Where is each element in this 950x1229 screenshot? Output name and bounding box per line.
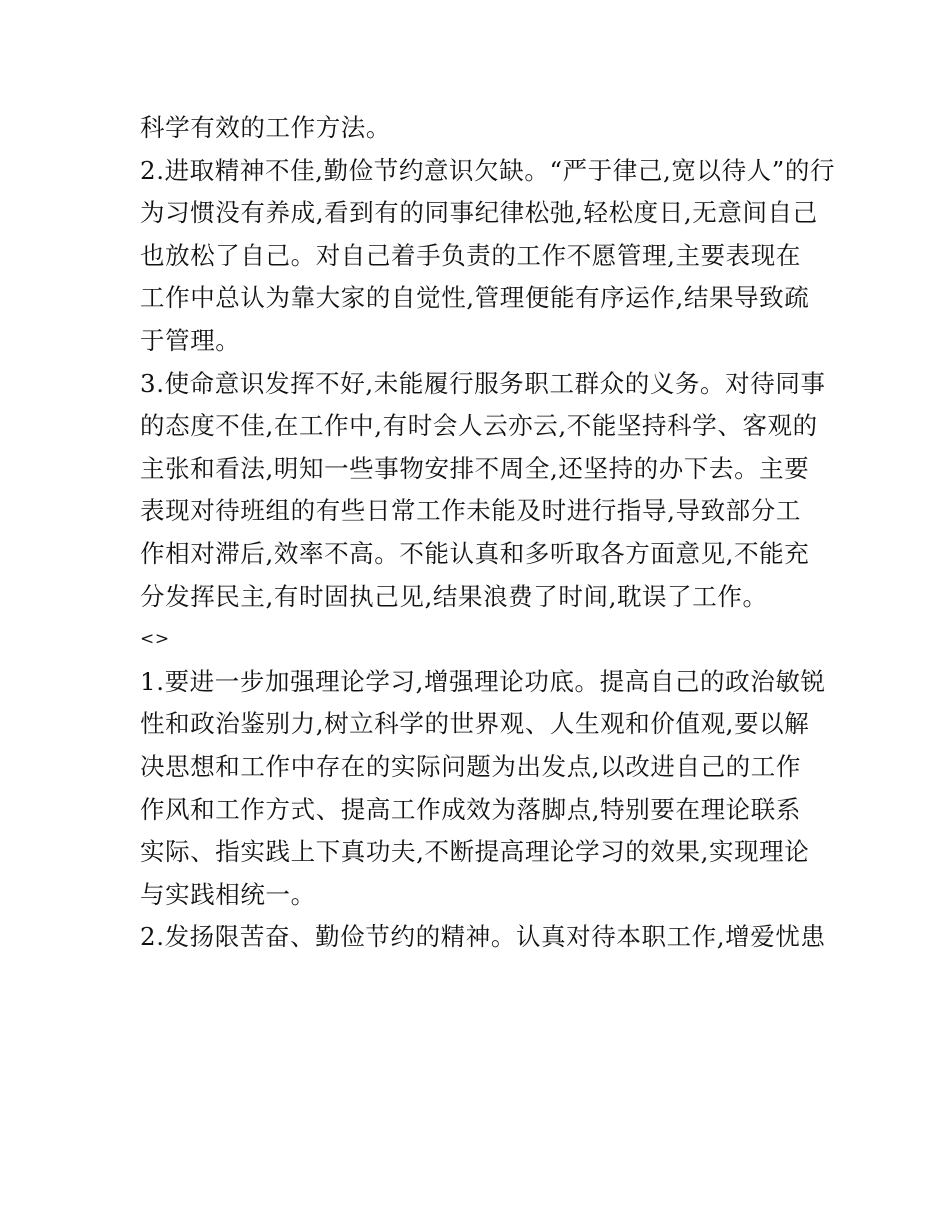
- text-line: 实际、指实践上下真功夫,不断提高理论学习的效果,实现理论: [140, 837, 810, 867]
- text-line: 作相对滞后,效率不高。不能认真和多听取各方面意见,不能充: [140, 538, 810, 568]
- text-line: 2.发扬限苦奋、勤俭节约的精神。认真对待本职工作,增爱忧患: [140, 922, 826, 952]
- text-line: 决思想和工作中存在的实际问题为出发点,以改进自己的工作: [140, 751, 801, 781]
- text-line: 性和政治鉴别力,树立科学的世界观、人生观和价值观,要以解: [140, 709, 810, 739]
- text-line: 也放松了自己。对自己着手负责的工作不愿管理,主要表现在: [140, 240, 801, 270]
- text-line: 1.要进一步加强理论学习,增强理论功底。提高自己的政治敏锐: [140, 666, 826, 696]
- text-line: 作风和工作方式、提高工作成效为落脚点,特别要在理论联系: [140, 794, 801, 824]
- text-line: 主张和看法,明知一些事物安排不周全,还坚持的办下去。主要: [140, 453, 810, 483]
- text-line: 于管理。: [140, 325, 241, 355]
- text-line: 为习惯没有养成,看到有的同事纪律松弛,轻松度日,无意间自己: [140, 198, 818, 228]
- section-marker: <>: [140, 629, 170, 650]
- text-line: 与实践相统一。: [140, 879, 316, 909]
- text-line: 表现对待班组的有些日常工作未能及时进行指导,导致部分工: [140, 496, 801, 526]
- document-body: [140, 107, 836, 959]
- text-line: 科学有效的工作方法。: [140, 113, 391, 142]
- text-line: 分发挥民主,有时固执己见,结果浪费了时间,耽误了工作。: [140, 581, 768, 611]
- text-line: 的态度不佳,在工作中,有时会人云亦云,不能坚持科学、客观的: [140, 411, 818, 441]
- text-line: 2.进取精神不佳,勤俭节约意识欠缺。“严于律己,宽以待人”的行: [140, 155, 836, 185]
- text-line: 工作中总认为靠大家的自觉性,管理便能有序运作,结果导致疏: [140, 283, 810, 313]
- text-line: 3.使命意识发挥不好,未能履行服务职工群众的义务。对待同事: [140, 368, 826, 398]
